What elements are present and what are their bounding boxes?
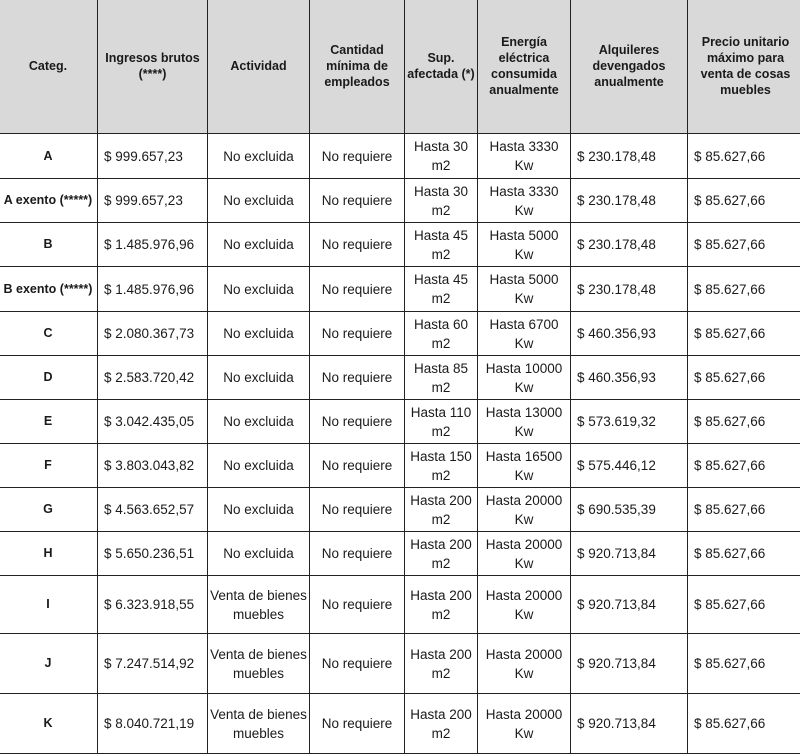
table-row bbox=[0, 532, 800, 576]
cell-empleados: No requiere bbox=[310, 223, 405, 267]
cell-alquileres: $ 920.713,84 bbox=[571, 576, 688, 634]
cell-empleados: No requiere bbox=[310, 694, 405, 754]
cell-actividad: Venta de bienes muebles bbox=[208, 634, 310, 694]
cell-empleados: No requiere bbox=[310, 488, 405, 532]
cell-alquileres: $ 230.178,48 bbox=[571, 223, 688, 267]
cell-actividad: No excluida bbox=[208, 356, 310, 400]
cell-actividad: Venta de bienes muebles bbox=[208, 576, 310, 634]
cell-precio-unitario: $ 85.627,66 bbox=[688, 134, 800, 179]
cell-empleados: No requiere bbox=[310, 634, 405, 694]
cell-energia: Hasta 16500 Kw bbox=[478, 444, 571, 488]
cell-ingresos: $ 6.323.918,55 bbox=[98, 576, 208, 634]
cell-precio-unitario: $ 85.627,66 bbox=[688, 444, 800, 488]
cell-alquileres: $ 230.178,48 bbox=[571, 179, 688, 223]
cell-superficie: Hasta 110 m2 bbox=[405, 400, 478, 444]
cell-empleados: No requiere bbox=[310, 444, 405, 488]
cell-categoria: I bbox=[0, 576, 98, 634]
cell-superficie: Hasta 60 m2 bbox=[405, 312, 478, 356]
cell-alquileres: $ 575.446,12 bbox=[571, 444, 688, 488]
cell-superficie: Hasta 200 m2 bbox=[405, 576, 478, 634]
cell-alquileres: $ 230.178,48 bbox=[571, 267, 688, 312]
header-energia-electrica: Energía eléctrica consumida anualmente bbox=[478, 0, 571, 134]
cell-empleados: No requiere bbox=[310, 532, 405, 576]
cell-categoria: K bbox=[0, 694, 98, 754]
cell-actividad: No excluida bbox=[208, 312, 310, 356]
table-row bbox=[0, 444, 800, 488]
header-categ: Categ. bbox=[0, 0, 98, 134]
cell-categoria: B bbox=[0, 223, 98, 267]
cell-categoria: A exento (*****) bbox=[0, 179, 98, 223]
cell-ingresos: $ 1.485.976,96 bbox=[98, 267, 208, 312]
cell-ingresos: $ 3.803.043,82 bbox=[98, 444, 208, 488]
cell-energia: Hasta 20000 Kw bbox=[478, 634, 571, 694]
cell-categoria: J bbox=[0, 634, 98, 694]
table-row bbox=[0, 134, 800, 179]
cell-precio-unitario: $ 85.627,66 bbox=[688, 576, 800, 634]
table-row bbox=[0, 356, 800, 400]
cell-ingresos: $ 1.485.976,96 bbox=[98, 223, 208, 267]
cell-superficie: Hasta 85 m2 bbox=[405, 356, 478, 400]
cell-categoria: D bbox=[0, 356, 98, 400]
cell-energia: Hasta 5000 Kw bbox=[478, 267, 571, 312]
cell-actividad: No excluida bbox=[208, 532, 310, 576]
table-row bbox=[0, 694, 800, 754]
header-alquileres: Alquileres devengados anualmente bbox=[571, 0, 688, 134]
cell-empleados: No requiere bbox=[310, 312, 405, 356]
cell-actividad: No excluida bbox=[208, 267, 310, 312]
cell-superficie: Hasta 30 m2 bbox=[405, 179, 478, 223]
table-row bbox=[0, 267, 800, 312]
cell-categoria: H bbox=[0, 532, 98, 576]
cell-ingresos: $ 999.657,23 bbox=[98, 179, 208, 223]
cell-categoria: A bbox=[0, 134, 98, 179]
cell-ingresos: $ 4.563.652,57 bbox=[98, 488, 208, 532]
cell-alquileres: $ 460.356,93 bbox=[571, 356, 688, 400]
cell-precio-unitario: $ 85.627,66 bbox=[688, 356, 800, 400]
header-cantidad-minima-empleados: Cantidad mínima de empleados bbox=[310, 0, 405, 134]
cell-alquileres: $ 920.713,84 bbox=[571, 634, 688, 694]
cell-actividad: No excluida bbox=[208, 179, 310, 223]
cell-empleados: No requiere bbox=[310, 576, 405, 634]
table-row bbox=[0, 576, 800, 634]
cell-actividad: No excluida bbox=[208, 444, 310, 488]
cell-empleados: No requiere bbox=[310, 179, 405, 223]
cell-precio-unitario: $ 85.627,66 bbox=[688, 532, 800, 576]
table-row bbox=[0, 488, 800, 532]
table-row bbox=[0, 634, 800, 694]
cell-ingresos: $ 2.080.367,73 bbox=[98, 312, 208, 356]
table-row bbox=[0, 312, 800, 356]
cell-energia: Hasta 20000 Kw bbox=[478, 532, 571, 576]
cell-precio-unitario: $ 85.627,66 bbox=[688, 312, 800, 356]
cell-ingresos: $ 5.650.236,51 bbox=[98, 532, 208, 576]
cell-energia: Hasta 3330 Kw bbox=[478, 134, 571, 179]
cell-ingresos: $ 3.042.435,05 bbox=[98, 400, 208, 444]
cell-actividad: Venta de bienes muebles bbox=[208, 694, 310, 754]
cell-categoria: C bbox=[0, 312, 98, 356]
cell-categoria: G bbox=[0, 488, 98, 532]
table-row bbox=[0, 223, 800, 267]
cell-actividad: No excluida bbox=[208, 488, 310, 532]
cell-superficie: Hasta 200 m2 bbox=[405, 634, 478, 694]
cell-actividad: No excluida bbox=[208, 400, 310, 444]
cell-alquileres: $ 920.713,84 bbox=[571, 532, 688, 576]
cell-ingresos: $ 8.040.721,19 bbox=[98, 694, 208, 754]
cell-empleados: No requiere bbox=[310, 356, 405, 400]
cell-alquileres: $ 920.713,84 bbox=[571, 694, 688, 754]
cell-empleados: No requiere bbox=[310, 400, 405, 444]
cell-precio-unitario: $ 85.627,66 bbox=[688, 694, 800, 754]
cell-ingresos: $ 7.247.514,92 bbox=[98, 634, 208, 694]
cell-energia: Hasta 6700 Kw bbox=[478, 312, 571, 356]
cell-precio-unitario: $ 85.627,66 bbox=[688, 179, 800, 223]
cell-categoria: B exento (*****) bbox=[0, 267, 98, 312]
cell-energia: Hasta 20000 Kw bbox=[478, 694, 571, 754]
cell-energia: Hasta 5000 Kw bbox=[478, 223, 571, 267]
cell-alquileres: $ 460.356,93 bbox=[571, 312, 688, 356]
cell-energia: Hasta 13000 Kw bbox=[478, 400, 571, 444]
cell-precio-unitario: $ 85.627,66 bbox=[688, 223, 800, 267]
cell-actividad: No excluida bbox=[208, 134, 310, 179]
cell-ingresos: $ 2.583.720,42 bbox=[98, 356, 208, 400]
cell-superficie: Hasta 45 m2 bbox=[405, 267, 478, 312]
cell-alquileres: $ 230.178,48 bbox=[571, 134, 688, 179]
cell-ingresos: $ 999.657,23 bbox=[98, 134, 208, 179]
cell-energia: Hasta 10000 Kw bbox=[478, 356, 571, 400]
cell-precio-unitario: $ 85.627,66 bbox=[688, 634, 800, 694]
header-ingresos-brutos: Ingresos brutos (****) bbox=[98, 0, 208, 134]
cell-actividad: No excluida bbox=[208, 223, 310, 267]
header-row bbox=[0, 0, 800, 134]
cell-categoria: E bbox=[0, 400, 98, 444]
cell-precio-unitario: $ 85.627,66 bbox=[688, 267, 800, 312]
cell-superficie: Hasta 45 m2 bbox=[405, 223, 478, 267]
cell-superficie: Hasta 150 m2 bbox=[405, 444, 478, 488]
cell-superficie: Hasta 30 m2 bbox=[405, 134, 478, 179]
header-precio-unitario: Precio unitario máximo para venta de cosas muebles bbox=[688, 0, 800, 134]
cell-alquileres: $ 690.535,39 bbox=[571, 488, 688, 532]
cell-energia: Hasta 3330 Kw bbox=[478, 179, 571, 223]
cell-precio-unitario: $ 85.627,66 bbox=[688, 488, 800, 532]
table-row bbox=[0, 400, 800, 444]
cell-energia: Hasta 20000 Kw bbox=[478, 576, 571, 634]
cell-alquileres: $ 573.619,32 bbox=[571, 400, 688, 444]
header-sup-afectada: Sup. afectada (*) bbox=[405, 0, 478, 134]
cell-energia: Hasta 20000 Kw bbox=[478, 488, 571, 532]
cell-empleados: No requiere bbox=[310, 134, 405, 179]
cell-categoria: F bbox=[0, 444, 98, 488]
cell-superficie: Hasta 200 m2 bbox=[405, 694, 478, 754]
cell-superficie: Hasta 200 m2 bbox=[405, 532, 478, 576]
header-actividad: Actividad bbox=[208, 0, 310, 134]
cell-superficie: Hasta 200 m2 bbox=[405, 488, 478, 532]
cell-empleados: No requiere bbox=[310, 267, 405, 312]
cell-precio-unitario: $ 85.627,66 bbox=[688, 400, 800, 444]
table-row bbox=[0, 179, 800, 223]
